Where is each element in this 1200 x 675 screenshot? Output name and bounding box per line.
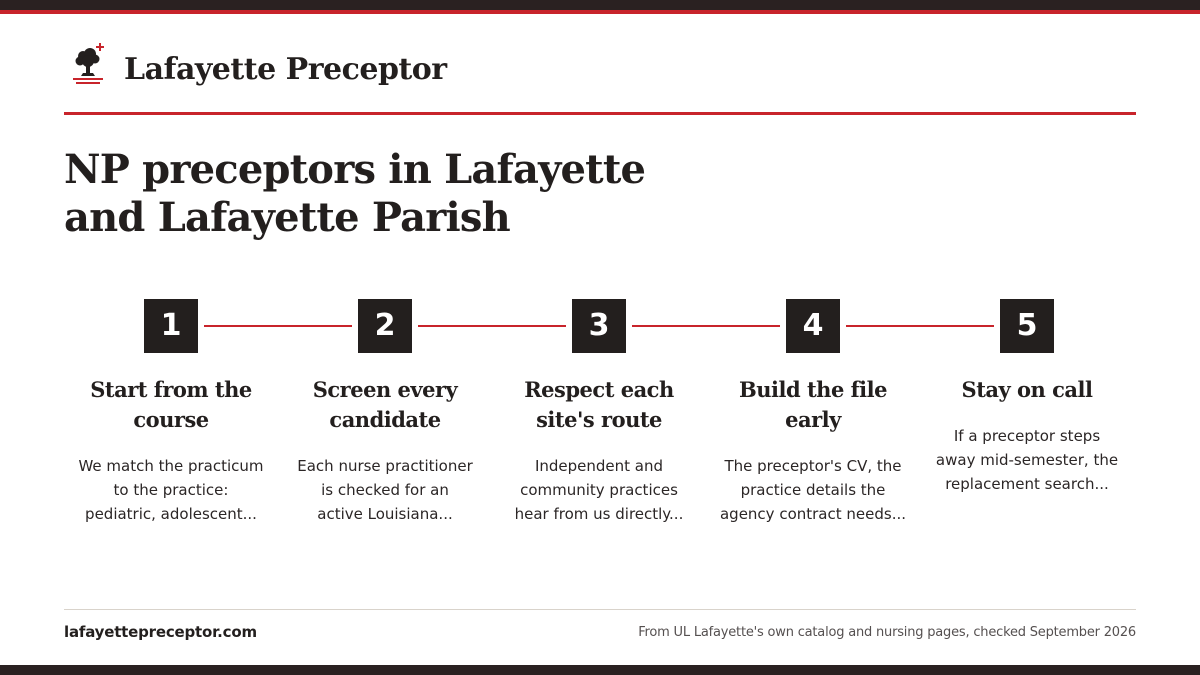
step-title-line: candidate xyxy=(329,407,441,432)
header-divider xyxy=(64,112,1136,115)
step-title xyxy=(489,375,709,435)
step-description-line: hear from us directly... xyxy=(514,505,684,523)
step-title xyxy=(917,375,1137,405)
step-title-line: early xyxy=(785,407,841,432)
step-connector xyxy=(204,325,352,327)
step-title-line: Respect each xyxy=(524,377,674,402)
step-title-line: site's route xyxy=(536,407,662,432)
step-description xyxy=(917,424,1137,496)
step-description-line: The preceptor's CV, the xyxy=(724,457,902,475)
step-connector xyxy=(846,325,994,327)
step-number: 2 xyxy=(358,299,412,353)
footer-divider xyxy=(64,609,1136,610)
bottom-accent-bar xyxy=(0,665,1200,675)
page-title xyxy=(64,146,704,242)
brand-name: Lafayette Preceptor xyxy=(124,52,447,87)
tree-with-cross-icon xyxy=(70,42,108,86)
footer-site-url: lafayettepreceptor.com xyxy=(64,623,257,641)
step-title xyxy=(61,375,281,435)
step-connector xyxy=(632,325,780,327)
step-title xyxy=(703,375,923,435)
step-description-line: agency contract needs... xyxy=(719,505,906,523)
step-description-line: Each nurse practitioner xyxy=(297,457,473,475)
step-title-line: course xyxy=(133,407,209,432)
step-description-line: away mid-semester, the xyxy=(935,451,1119,469)
step-number: 1 xyxy=(144,299,198,353)
step-title-line: Build the file xyxy=(739,377,887,402)
step-description-line: community practices xyxy=(520,481,678,499)
step-title-line: Start from the xyxy=(90,377,252,402)
step-connector xyxy=(418,325,566,327)
step-number: 4 xyxy=(786,299,840,353)
step-description-line: replacement search... xyxy=(945,475,1109,493)
top-accent-bar xyxy=(0,0,1200,10)
step-description-line: to the practice: xyxy=(113,481,229,499)
step-description-line: If a preceptor steps xyxy=(953,427,1101,445)
footer-source-note: From UL Lafayette's own catalog and nursing pages, checked September 2026 xyxy=(638,625,1136,640)
step-description-line: We match the practicum xyxy=(78,457,264,475)
step-title-line: Screen every xyxy=(312,377,458,402)
page-title-line: NP preceptors in Lafayette xyxy=(64,146,646,193)
step-description-line: pediatric, adolescent... xyxy=(85,505,257,523)
step-description-line: active Louisiana... xyxy=(317,505,453,523)
step-number: 3 xyxy=(572,299,626,353)
step-description-line: practice details the xyxy=(740,481,886,499)
step-description-line: Independent and xyxy=(534,457,664,475)
step-description-line: is checked for an xyxy=(321,481,449,499)
top-accent-stripe xyxy=(0,10,1200,14)
step-description xyxy=(489,454,709,526)
step-description xyxy=(61,454,281,526)
step-number: 5 xyxy=(1000,299,1054,353)
step-title xyxy=(275,375,495,435)
step-title-line: Stay on call xyxy=(961,377,1093,402)
page-title-line: and Lafayette Parish xyxy=(64,194,510,241)
step-description xyxy=(703,454,923,526)
step-description xyxy=(275,454,495,526)
